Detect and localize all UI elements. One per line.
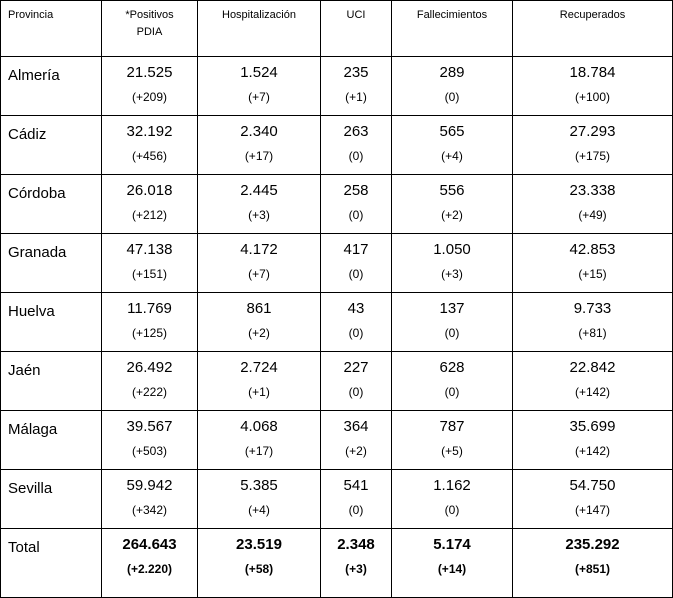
table-cell (513, 57, 673, 116)
table-cell (198, 411, 321, 470)
cell-delta: (0) (348, 385, 364, 399)
cell-delta: (0) (348, 326, 364, 340)
cell-delta: (+100) (574, 90, 611, 104)
header-row (1, 1, 673, 57)
cell-value: 137 (439, 300, 465, 317)
header-label: UCI (346, 9, 366, 21)
cell-value: 27.293 (569, 123, 616, 140)
cell-delta: (+209) (131, 90, 168, 104)
header-label: Provincia (8, 9, 54, 21)
province-name: Total (1, 529, 102, 598)
table-row (1, 234, 673, 293)
cell-value: 23.519 (236, 536, 282, 553)
cell-value: 2.348 (337, 536, 375, 553)
table-cell (198, 57, 321, 116)
cell-delta: (+4) (441, 149, 463, 163)
table-cell (102, 116, 198, 175)
table-cell (513, 116, 673, 175)
cell-value: 4.068 (240, 418, 278, 435)
cell-value: 258 (343, 182, 369, 199)
cell-delta: (+5) (441, 444, 463, 458)
table-cell (102, 57, 198, 116)
cell-delta: (+151) (131, 267, 168, 281)
cell-delta: (+456) (131, 149, 168, 163)
cell-delta: (+3) (345, 562, 367, 576)
cell-delta: (+3) (248, 208, 270, 222)
cell-value: 2.445 (240, 182, 278, 199)
header-label: Fallecimientos (416, 9, 488, 21)
cell-delta: (+49) (578, 208, 607, 222)
cell-delta: (0) (444, 326, 460, 340)
province-name: Almería (1, 57, 102, 116)
cell-value: 1.050 (433, 241, 471, 258)
header-label: Hospitalización (222, 9, 296, 21)
cell-value: 2.724 (240, 359, 278, 376)
cell-value: 26.492 (126, 359, 173, 376)
table-row (1, 293, 673, 352)
cell-value: 1.524 (240, 64, 278, 81)
table-cell (513, 352, 673, 411)
cell-delta: (+147) (574, 503, 611, 517)
header-fallecimientos (392, 1, 513, 57)
cell-delta: (+7) (248, 90, 270, 104)
cell-value: 364 (343, 418, 369, 435)
cell-value: 5.174 (433, 536, 471, 553)
header-provincia (1, 1, 102, 57)
table-cell (102, 175, 198, 234)
cell-value: 23.338 (569, 182, 616, 199)
table-cell (513, 175, 673, 234)
table-cell (392, 234, 513, 293)
table-cell (198, 116, 321, 175)
header-hospitalizacion (198, 1, 321, 57)
table-cell (198, 352, 321, 411)
cell-value: 11.769 (127, 300, 172, 317)
cell-value: 264.643 (122, 536, 177, 553)
table-cell (102, 352, 198, 411)
table-cell (102, 529, 198, 598)
table-cell (102, 411, 198, 470)
cell-delta: (+15) (578, 267, 607, 281)
province-name: Córdoba (1, 175, 102, 234)
header-uci (321, 1, 392, 57)
table-cell (102, 293, 198, 352)
table-cell (392, 116, 513, 175)
table-cell (198, 175, 321, 234)
cell-delta: (+4) (248, 503, 270, 517)
cell-delta: (+342) (131, 503, 168, 517)
cell-delta: (+142) (574, 385, 611, 399)
cell-value: 35.699 (569, 418, 616, 435)
cell-value: 21.525 (126, 64, 173, 81)
cell-delta: (+2) (441, 208, 463, 222)
cell-value: 227 (343, 359, 369, 376)
table-cell (321, 470, 392, 529)
table-cell (321, 352, 392, 411)
cell-value: 861 (246, 300, 272, 317)
table-cell (392, 529, 513, 598)
province-name: Huelva (1, 293, 102, 352)
table-cell (198, 470, 321, 529)
cell-delta: (+58) (244, 562, 274, 576)
cell-delta: (0) (444, 503, 460, 517)
cell-delta: (+2) (248, 326, 270, 340)
table-cell (321, 529, 392, 598)
cell-value: 628 (439, 359, 465, 376)
cell-delta: (+17) (244, 444, 274, 458)
cell-value: 42.853 (569, 241, 616, 258)
cell-delta: (+3) (441, 267, 463, 281)
table-row (1, 116, 673, 175)
cell-value: 541 (343, 477, 369, 494)
cell-delta: (+222) (131, 385, 168, 399)
cell-value: 47.138 (126, 241, 173, 258)
table-cell (392, 352, 513, 411)
table-row (1, 175, 673, 234)
table-row (1, 57, 673, 116)
header-recuperados (513, 1, 673, 57)
table-cell (102, 470, 198, 529)
cell-value: 39.567 (126, 418, 173, 435)
province-name: Sevilla (1, 470, 102, 529)
table-cell (321, 234, 392, 293)
table-cell (392, 411, 513, 470)
table-cell (513, 411, 673, 470)
cell-delta: (+81) (578, 326, 607, 340)
table-row (1, 411, 673, 470)
cell-delta: (+14) (437, 562, 467, 576)
table-cell (321, 293, 392, 352)
table-row (1, 352, 673, 411)
cell-value: 59.942 (126, 477, 173, 494)
header-label-line2: PDIA (136, 26, 163, 38)
cell-value: 1.162 (433, 477, 471, 494)
cell-value: 9.733 (573, 300, 612, 317)
cell-value: 54.750 (569, 477, 616, 494)
cell-value: 263 (343, 123, 369, 140)
cell-delta: (+851) (574, 562, 611, 576)
table-cell (321, 175, 392, 234)
cell-value: 556 (439, 182, 465, 199)
table-cell (198, 234, 321, 293)
cell-delta: (+2) (345, 444, 367, 458)
table-cell (321, 116, 392, 175)
cell-value: 43 (347, 300, 365, 317)
cell-delta: (+1) (345, 90, 367, 104)
header-label: *Positivos (125, 9, 174, 21)
cell-value: 32.192 (126, 123, 173, 140)
table-cell (513, 234, 673, 293)
cell-delta: (+142) (574, 444, 611, 458)
cell-delta: (+125) (131, 326, 168, 340)
cell-delta: (0) (348, 149, 364, 163)
cell-value: 417 (343, 241, 369, 258)
cell-value: 235.292 (565, 536, 620, 553)
cell-delta: (0) (348, 208, 364, 222)
table-cell (198, 529, 321, 598)
province-name: Málaga (1, 411, 102, 470)
cell-delta: (+212) (131, 208, 168, 222)
table-cell (198, 293, 321, 352)
cell-value: 2.340 (240, 123, 278, 140)
cell-value: 4.172 (240, 241, 278, 258)
cell-delta: (+7) (248, 267, 270, 281)
province-name: Jaén (1, 352, 102, 411)
cell-value: 5.385 (240, 477, 278, 494)
table-cell (513, 470, 673, 529)
cell-value: 235 (343, 64, 369, 81)
cell-value: 787 (439, 418, 465, 435)
province-name: Granada (1, 234, 102, 293)
province-name: Cádiz (1, 116, 102, 175)
cell-delta: (+1) (248, 385, 270, 399)
table-cell (392, 293, 513, 352)
total-row (1, 529, 673, 598)
table-cell (392, 470, 513, 529)
cell-delta: (0) (444, 90, 460, 104)
header-positivos (102, 1, 198, 57)
header-label: Recuperados (559, 9, 626, 21)
cell-delta: (+503) (131, 444, 168, 458)
table-cell (321, 411, 392, 470)
cell-value: 26.018 (126, 182, 173, 199)
cell-value: 18.784 (569, 64, 616, 81)
cell-delta: (0) (444, 385, 460, 399)
table-cell (513, 529, 673, 598)
table-cell (392, 57, 513, 116)
cell-value: 22.842 (569, 359, 616, 376)
table-cell (102, 234, 198, 293)
table-cell (392, 175, 513, 234)
cell-delta: (0) (348, 267, 364, 281)
cell-value: 565 (439, 123, 465, 140)
cell-delta: (+2.220) (126, 562, 173, 576)
table-cell (321, 57, 392, 116)
table-row (1, 470, 673, 529)
cell-delta: (0) (348, 503, 364, 517)
cell-delta: (+175) (574, 149, 611, 163)
cell-delta: (+17) (244, 149, 274, 163)
cell-value: 289 (439, 64, 465, 81)
table-cell (513, 293, 673, 352)
